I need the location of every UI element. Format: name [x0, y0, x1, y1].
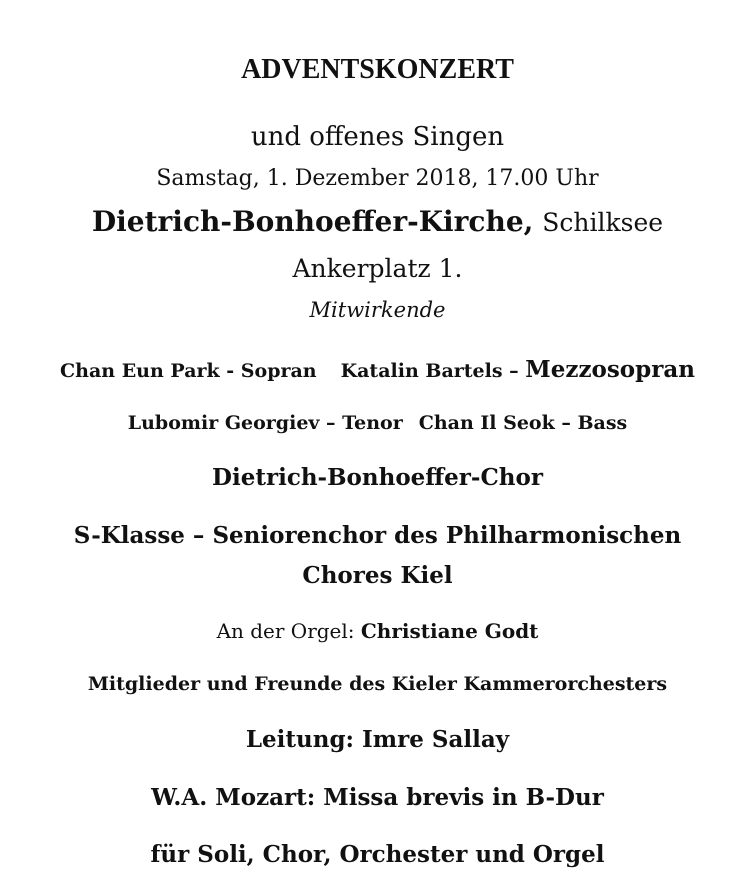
work-title: W.A. Mozart: Missa brevis in B-Dur [151, 784, 604, 811]
soloist-bass: Chan Il Seok – Bass [418, 412, 628, 434]
soloist-tenor: Lubomir Georgiev – Tenor [127, 412, 403, 434]
choir-senior-line-2: Chores Kiel [302, 562, 453, 589]
venue-address: Ankerplatz 1. [292, 254, 463, 283]
contributors-heading: Mitwirkende [309, 298, 446, 322]
work-scoring: für Soli, Chor, Orchester und Orgel [150, 841, 605, 868]
soloists-line-1 [0, 358, 755, 381]
organist-line [0, 621, 755, 641]
concert-title: ADVENTSKONZERT [241, 54, 514, 85]
venue-church: Dietrich-Bonhoeffer-Kirche, [91, 205, 534, 238]
soloist-mezzo-voice: Mezzosopran [525, 356, 695, 383]
soloist-soprano: Chan Eun Park - Sopran [60, 360, 317, 382]
concert-date: Samstag, 1. Dezember 2018, 17.00 Uhr [156, 166, 599, 191]
soloists-line-2 [0, 414, 755, 433]
organ-label: An der Orgel: [216, 619, 355, 643]
venue-line [0, 205, 755, 238]
venue-district: Schilksee [542, 208, 664, 237]
soloist-mezzo-name: Katalin Bartels – [340, 360, 519, 382]
orchestra-line: Mitglieder und Freunde des Kieler Kammerorchesters [87, 673, 668, 695]
choir-senior-line-1: S-Klasse – Seniorenchor des Philharmonischen [73, 522, 682, 549]
concert-subtitle: und offenes Singen [250, 122, 505, 152]
organist-name: Christiane Godt [360, 619, 539, 643]
choir-bonhoeffer: Dietrich-Bonhoeffer-Chor [212, 464, 543, 491]
conductor-line: Leitung: Imre Sallay [245, 726, 510, 753]
